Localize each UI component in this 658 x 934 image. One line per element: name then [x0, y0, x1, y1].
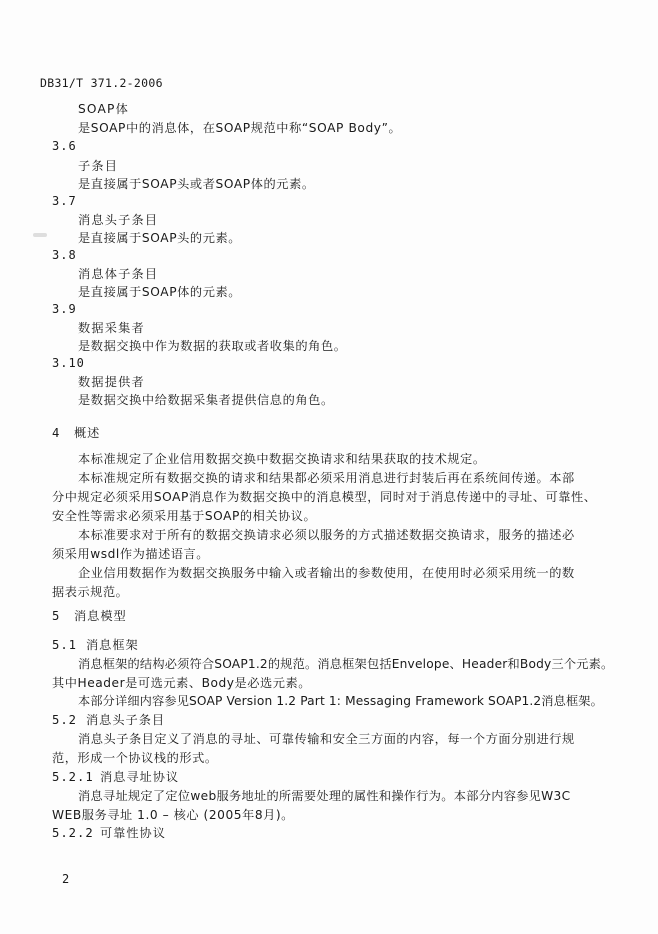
section-title: 消息模型 — [74, 609, 127, 623]
paragraph-line: 须采用wsdl作为描述语言。 — [52, 547, 210, 561]
term-definition: 是直接属于SOAP头的元素。 — [78, 231, 242, 245]
term-definition: 是直接属于SOAP体的元素。 — [78, 285, 242, 299]
paragraph-line: 本标准规定了企业信用数据交换中数据交换请求和结果获取的技术规定。 — [78, 452, 486, 466]
subsection-number: 5.1 — [52, 638, 78, 652]
subsection-number: 5.2.2 — [52, 826, 94, 840]
paragraph-line: 消息头子条目定义了消息的寻址、可靠传输和安全三方面的内容，每一个方面分别进行规 — [78, 732, 575, 746]
term-title: 消息体子条目 — [78, 267, 159, 281]
clause-number: 3.6 — [52, 139, 77, 153]
paragraph-line: 本标准规定所有数据交换的请求和结果都必须采用消息进行封装后再在系统间传递。本部 — [78, 471, 575, 485]
term-definition: 是数据交换中作为数据的获取或者收集的角色。 — [78, 339, 347, 353]
term-title: 子条目 — [78, 159, 119, 173]
clause-number: 3.8 — [52, 248, 77, 262]
term-title: 数据采集者 — [78, 321, 145, 335]
paragraph-line: 消息框架的结构必须符合SOAP1.2的规范。消息框架包括Envelope、Header和Body三个元素。 — [78, 657, 614, 671]
subsection-number: 5.2.1 — [52, 770, 94, 784]
scan-smudge — [33, 233, 47, 237]
subsection-title: 可靠性协议 — [100, 826, 166, 840]
subsection-number: 5.2 — [52, 713, 78, 727]
section-title: 概述 — [74, 426, 101, 440]
page-number: 2 — [62, 872, 70, 886]
subsection-title: 消息头子条目 — [86, 713, 166, 727]
term-definition: 是SOAP中的消息体，在SOAP规范中称“SOAP Body”。 — [78, 121, 402, 135]
term-title: SOAP体 — [78, 102, 129, 116]
subsection-title: 消息框架 — [86, 638, 139, 652]
paragraph-line: 范，形成一个协议栈的形式。 — [52, 751, 218, 765]
paragraph-line: 安全性等需求必须采用基于SOAP的相关协议。 — [52, 509, 317, 523]
paragraph-line: WEB服务寻址 1.0 – 核心 (2005年8月)。 — [52, 808, 294, 822]
term-definition: 是数据交换中给数据采集者提供信息的角色。 — [78, 393, 334, 407]
paragraph-line: 分中规定必须采用SOAP消息作为数据交换中的消息模型，同时对于消息传递中的寻址、可靠性、 — [52, 490, 597, 504]
paragraph-line: 本标准要求对于所有的数据交换请求必须以服务的方式描述数据交换请求，服务的描述必 — [78, 528, 575, 542]
term-definition: 是直接属于SOAP头或者SOAP体的元素。 — [78, 177, 315, 191]
subsection-heading — [52, 824, 166, 841]
clause-number: 3.10 — [52, 356, 85, 370]
paragraph-line: 其中Header是可选元素、Body是必选元素。 — [52, 676, 311, 690]
subsection-heading — [52, 768, 179, 785]
subsection-heading — [52, 636, 139, 653]
term-title: 数据提供者 — [78, 375, 145, 389]
subsection-heading — [52, 711, 165, 728]
clause-number: 3.9 — [52, 302, 77, 316]
section-number: 5 — [52, 609, 61, 623]
document-id-header: DB31/T 371.2-2006 — [40, 76, 163, 90]
section-heading — [52, 424, 100, 441]
paragraph-line: 企业信用数据作为数据交换服务中输入或者输出的参数使用，在使用时必须采用统一的数 — [78, 566, 575, 580]
subsection-title: 消息寻址协议 — [100, 770, 180, 784]
section-heading — [52, 607, 127, 624]
term-title: 消息头子条目 — [78, 213, 159, 227]
paragraph-line: 本部分详细内容参见SOAP Version 1.2 Part 1: Messaging Framework SOAP1.2消息框架。 — [78, 694, 603, 708]
section-number: 4 — [52, 426, 61, 440]
paragraph-line: 据表示规范。 — [52, 585, 129, 599]
paragraph-line: 消息寻址规定了定位web服务地址的所需要处理的属性和操作行为。本部分内容参见W3C — [78, 789, 571, 803]
clause-number: 3.7 — [52, 194, 77, 208]
